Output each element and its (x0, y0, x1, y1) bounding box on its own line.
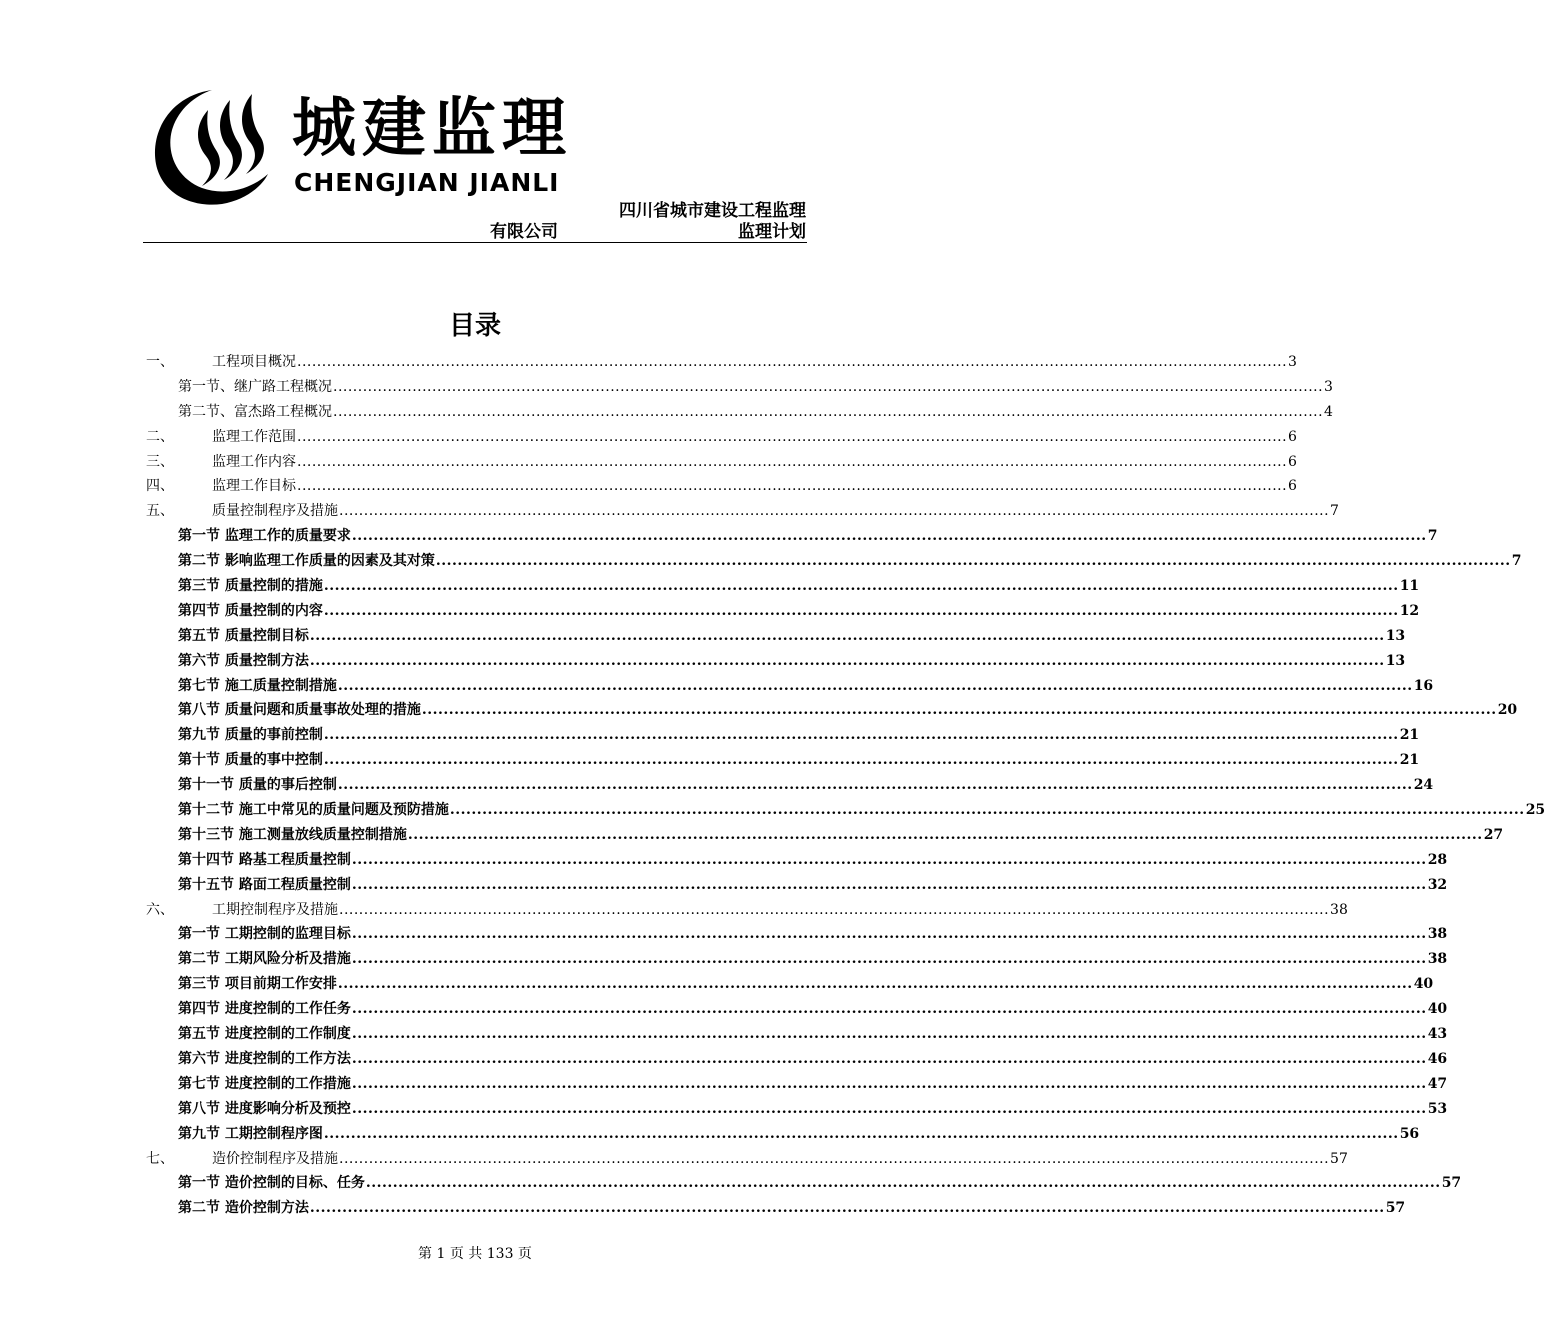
toc-entry-label: 第九节 质量的事前控制 (178, 727, 323, 744)
toc-leader-dots: ........................................................................................................................................................................................................ (333, 403, 1324, 420)
toc-leader-dots: ........................................................................................................................................................................................................ (323, 752, 1399, 769)
toc-entry-label: 第六节 进度控制的工作方法 (178, 1050, 351, 1067)
toc-leader-dots: ........................................................................................................................................................................................................ (351, 926, 1427, 943)
toc-entry-page: 43 (1427, 1026, 1448, 1043)
toc-entry-page: 38 (1427, 926, 1448, 943)
toc-entry[interactable] (146, 1097, 1448, 1122)
toc-entry-page: 7 (1427, 528, 1438, 545)
toc-entry-label: 第七节 进度控制的工作措施 (178, 1075, 351, 1092)
toc-leader-dots: ........................................................................................................................................................................................................ (323, 1125, 1399, 1142)
toc-leader-dots: ........................................................................................................................................................................................................ (309, 627, 1385, 644)
toc-entry-label: 第二节 造价控制方法 (178, 1200, 309, 1217)
toc-entry-page: 46 (1427, 1050, 1448, 1067)
toc-leader-dots: ........................................................................................................................................................................................................ (339, 901, 1330, 918)
toc-entry[interactable] (146, 425, 1297, 450)
toc-entry-page: 57 (1441, 1175, 1462, 1192)
toc-entry[interactable] (146, 624, 1406, 649)
toc-entry-page: 38 (1427, 951, 1448, 968)
company-name-line1: 四川省城市建设工程监理 (619, 201, 806, 221)
page-footer: 第 1 页 共 133 页 (418, 1246, 532, 1262)
toc-entry-page: 13 (1385, 652, 1406, 669)
toc-leader-dots: ........................................................................................................................................................................................................ (351, 876, 1427, 893)
company-name-line2: 有限公司 (490, 222, 558, 242)
toc-leader-dots: ........................................................................................................................................................................................................ (297, 478, 1288, 495)
toc-entry-page: 11 (1399, 578, 1420, 595)
toc-leader-dots: ........................................................................................................................................................................................................ (297, 428, 1288, 445)
toc-entry[interactable] (146, 574, 1420, 599)
toc-entry-page: 21 (1399, 727, 1420, 744)
toc-leader-dots: ........................................................................................................................................................................................................ (351, 1100, 1427, 1117)
toc-entry[interactable] (146, 674, 1434, 699)
toc-entry-page: 20 (1497, 702, 1518, 719)
toc-leader-dots: ........................................................................................................................................................................................................ (337, 677, 1413, 694)
toc-entry[interactable] (146, 474, 1297, 499)
toc-entry-number: 七、 (146, 1150, 174, 1167)
toc-entry-label: 第八节 质量问题和质量事故处理的措施 (178, 702, 421, 719)
toc-entry-number: 二、 (146, 428, 174, 445)
toc-entry[interactable] (146, 1196, 1406, 1221)
toc-entry-label: 第二节 工期风险分析及措施 (178, 951, 351, 968)
toc-entry[interactable] (146, 698, 1518, 723)
toc-leader-dots: ........................................................................................................................................................................................................ (351, 528, 1427, 545)
toc-leader-dots: ........................................................................................................................................................................................................ (421, 702, 1497, 719)
toc-leader-dots: ........................................................................................................................................................................................................ (435, 553, 1511, 570)
toc-entry-label: 第四节 进度控制的工作任务 (178, 1001, 351, 1018)
toc-leader-dots: ........................................................................................................................................................................................................ (351, 1001, 1427, 1018)
toc-entry[interactable] (146, 499, 1339, 524)
toc-entry-label: 第十五节 路面工程质量控制 (178, 876, 351, 893)
toc-entry-number: 六、 (146, 901, 174, 918)
toc-entry[interactable] (146, 1047, 1448, 1072)
toc-entry-page: 25 (1525, 802, 1545, 819)
toc-leader-dots: ........................................................................................................................................................................................................ (351, 1026, 1427, 1043)
toc-entry-label: 监理工作目标 (212, 478, 296, 495)
toc-entry-label: 第二节 影响监理工作质量的因素及其对策 (178, 553, 435, 570)
toc-entry-page: 4 (1324, 403, 1333, 420)
toc-entry[interactable] (146, 450, 1297, 475)
toc-leader-dots: ........................................................................................................................................................................................................ (351, 1075, 1427, 1092)
toc-entry-label: 第四节 质量控制的内容 (178, 602, 323, 619)
toc-leader-dots: ........................................................................................................................................................................................................ (339, 503, 1330, 520)
toc-entry-label: 第十一节 质量的事后控制 (178, 777, 337, 794)
toc-leader-dots: ........................................................................................................................................................................................................ (309, 652, 1385, 669)
toc-leader-dots: ........................................................................................................................................................................................................ (351, 951, 1427, 968)
toc-entry[interactable] (146, 748, 1420, 773)
toc-entry-label: 第一节 造价控制的目标、任务 (178, 1175, 365, 1192)
toc-entry[interactable] (146, 549, 1522, 574)
toc-entry-label: 第一节、继广路工程概况 (178, 378, 332, 395)
toc-entry[interactable] (146, 997, 1448, 1022)
page-header (0, 0, 950, 250)
toc-entry[interactable] (146, 1072, 1448, 1097)
toc-entry-page: 7 (1511, 553, 1522, 570)
toc-entry-label: 第十三节 施工测量放线质量控制措施 (178, 826, 407, 843)
toc-entry[interactable] (146, 798, 1545, 823)
toc-entry-page: 12 (1399, 602, 1420, 619)
toc-entry[interactable] (146, 1022, 1448, 1047)
toc-entry[interactable] (146, 400, 1333, 425)
toc-entry-label: 工期控制程序及措施 (212, 901, 338, 918)
toc-entry-page: 3 (1324, 378, 1333, 395)
toc-entry[interactable] (146, 1122, 1420, 1147)
toc-entry-page: 40 (1427, 1001, 1448, 1018)
toc-entry-label: 第五节 质量控制目标 (178, 627, 309, 644)
toc-leader-dots: ........................................................................................................................................................................................................ (449, 802, 1525, 819)
logo-chinese-text: 城建监理 (292, 92, 572, 166)
toc-entry-label: 第五节 进度控制的工作制度 (178, 1026, 351, 1043)
toc-entry-number: 四、 (146, 478, 174, 495)
toc-entry-page: 57 (1385, 1200, 1406, 1217)
toc-entry-label: 质量控制程序及措施 (212, 503, 338, 520)
toc-heading: 目录 (448, 311, 501, 341)
toc-entry-label: 监理工作范围 (212, 428, 296, 445)
toc-entry[interactable] (146, 649, 1406, 674)
toc-entry[interactable] (146, 773, 1434, 798)
toc-entry-page: 24 (1413, 777, 1434, 794)
toc-entry[interactable] (146, 723, 1420, 748)
toc-entry[interactable] (146, 1147, 1348, 1172)
toc-entry-page: 56 (1399, 1125, 1420, 1142)
toc-leader-dots: ........................................................................................................................................................................................................ (365, 1175, 1441, 1192)
toc-leader-dots: ........................................................................................................................................................................................................ (309, 1200, 1385, 1217)
toc-leader-dots: ........................................................................................................................................................................................................ (337, 777, 1413, 794)
toc-leader-dots: ........................................................................................................................................................................................................ (351, 1050, 1427, 1067)
toc-entry-label: 第二节、富杰路工程概况 (178, 403, 332, 420)
toc-entry[interactable] (146, 524, 1438, 549)
company-logo-icon (150, 82, 280, 212)
toc-entry-label: 第三节 质量控制的措施 (178, 578, 323, 595)
toc-entry-label: 第八节 进度影响分析及预控 (178, 1100, 351, 1117)
toc-entry-label: 第十二节 施工中常见的质量问题及预防措施 (178, 802, 449, 819)
toc-leader-dots: ........................................................................................................................................................................................................ (297, 354, 1288, 370)
toc-entry-page: 57 (1330, 1150, 1348, 1167)
toc-entry-label: 第一节 监理工作的质量要求 (178, 528, 351, 545)
toc-entry[interactable] (146, 848, 1448, 873)
toc-entry[interactable] (146, 972, 1434, 997)
toc-entry-label: 造价控制程序及措施 (212, 1150, 338, 1167)
toc-entry[interactable] (146, 922, 1448, 947)
toc-entry-number: 五、 (146, 503, 174, 520)
toc-entry[interactable] (146, 599, 1420, 624)
toc-entry-label: 监理工作内容 (212, 453, 296, 470)
toc-entry-label: 第七节 施工质量控制措施 (178, 677, 337, 694)
toc-leader-dots: ........................................................................................................................................................................................................ (323, 602, 1399, 619)
toc-entry-page: 38 (1330, 901, 1348, 918)
toc-entry[interactable] (146, 947, 1448, 972)
toc-entry[interactable] (146, 873, 1448, 898)
document-title: 监理计划 (738, 222, 806, 242)
toc-entry-page: 6 (1288, 478, 1297, 495)
toc-leader-dots: ........................................................................................................................................................................................................ (333, 378, 1324, 395)
table-of-contents (146, 350, 1545, 1221)
toc-leader-dots: ........................................................................................................................................................................................................ (339, 1150, 1330, 1167)
toc-entry-page: 6 (1288, 453, 1297, 470)
toc-entry-number: 一、 (146, 354, 174, 370)
toc-leader-dots: ........................................................................................................................................................................................................ (323, 578, 1399, 595)
toc-leader-dots: ........................................................................................................................................................................................................ (323, 727, 1399, 744)
toc-entry-page: 28 (1427, 851, 1448, 868)
toc-entry-label: 第九节 工期控制程序图 (178, 1125, 323, 1142)
toc-entry-page: 13 (1385, 627, 1406, 644)
toc-entry-page: 6 (1288, 428, 1297, 445)
toc-entry-page: 27 (1483, 826, 1504, 843)
toc-entry[interactable] (146, 823, 1504, 848)
toc-entry[interactable] (146, 350, 1297, 375)
toc-entry-page: 47 (1427, 1075, 1448, 1092)
toc-entry-page: 7 (1330, 503, 1339, 520)
toc-leader-dots: ........................................................................................................................................................................................................ (337, 976, 1413, 993)
toc-entry-page: 16 (1413, 677, 1434, 694)
toc-entry-label: 第六节 质量控制方法 (178, 652, 309, 669)
toc-leader-dots: ........................................................................................................................................................................................................ (297, 453, 1288, 470)
toc-entry[interactable] (146, 898, 1348, 923)
toc-entry-page: 53 (1427, 1100, 1448, 1117)
toc-entry-page: 40 (1413, 976, 1434, 993)
toc-leader-dots: ........................................................................................................................................................................................................ (407, 826, 1483, 843)
toc-entry[interactable] (146, 1171, 1462, 1196)
toc-entry-label: 第十节 质量的事中控制 (178, 752, 323, 769)
toc-entry-page: 32 (1427, 876, 1448, 893)
toc-entry-label: 工程项目概况 (212, 354, 296, 370)
logo-english-text: CHENGJIAN JIANLI (294, 168, 560, 197)
toc-leader-dots: ........................................................................................................................................................................................................ (351, 851, 1427, 868)
toc-entry-page: 3 (1288, 354, 1297, 370)
toc-entry-label: 第一节 工期控制的监理目标 (178, 926, 351, 943)
toc-entry-label: 第十四节 路基工程质量控制 (178, 851, 351, 868)
toc-entry-label: 第三节 项目前期工作安排 (178, 976, 337, 993)
toc-entry[interactable] (146, 375, 1333, 400)
toc-entry-page: 21 (1399, 752, 1420, 769)
header-divider (143, 242, 807, 243)
toc-entry-number: 三、 (146, 453, 174, 470)
